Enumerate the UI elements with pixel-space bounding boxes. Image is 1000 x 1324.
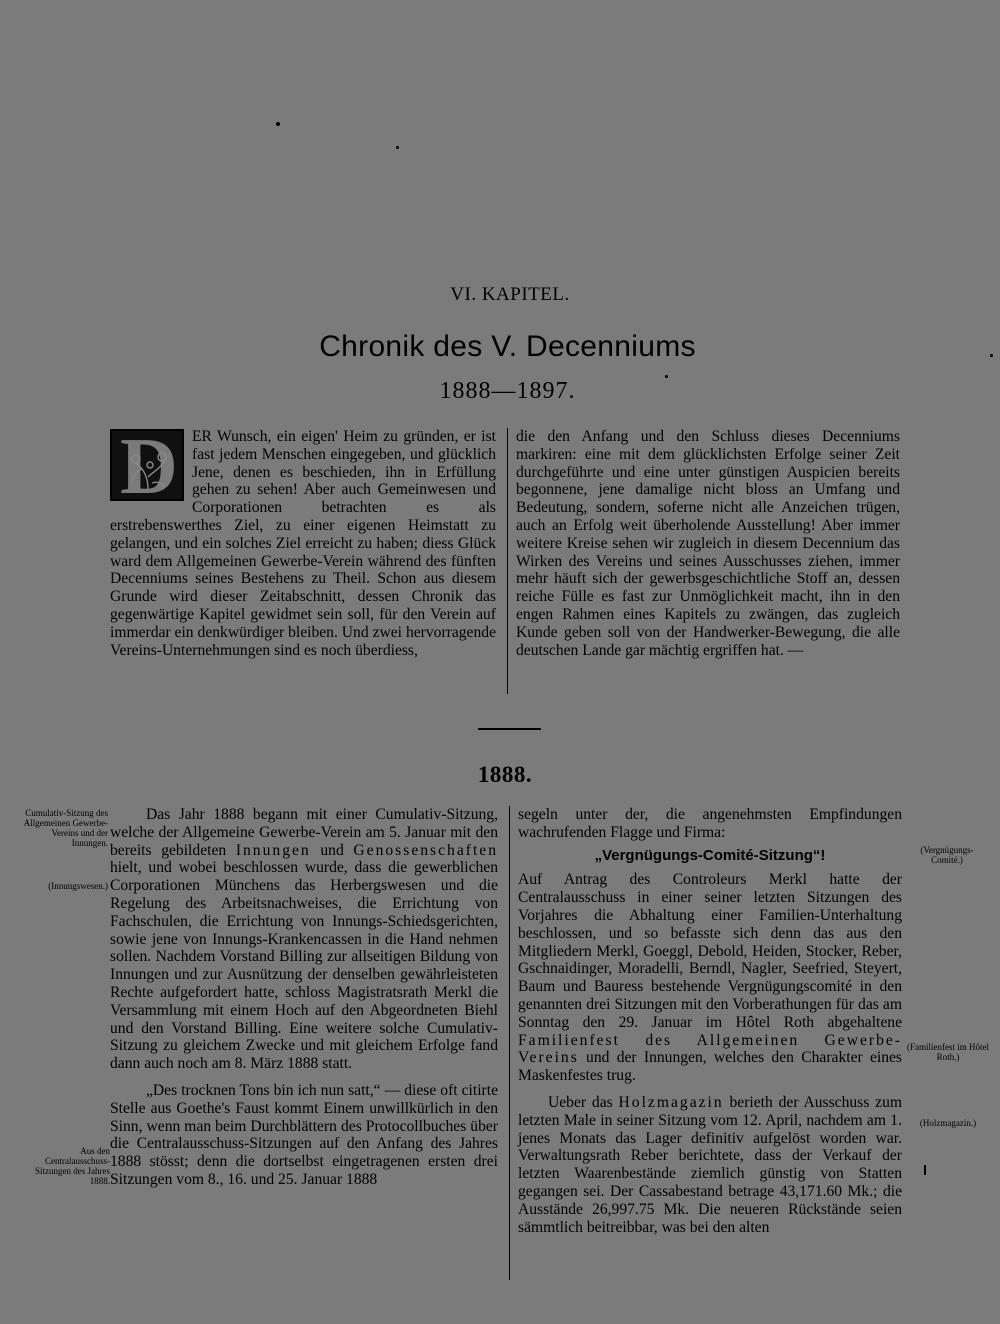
scan-speck xyxy=(276,122,280,126)
scan-speck xyxy=(396,146,399,149)
intro-paragraph-right: die den Anfang und den Schluss dieses Decenniums markiren: eine mit dem glücklichsten Erfolge seiner Zeit durchgeführte und eine unter günstigen Auspicien bereits begonnene, jene damalige nicht bloss an Umfang und Bedeutung, sondern, soferne nicht alle Anzeichen trügen, auch an Erfolg weit überholende Ausstellung! Aber immer weitere Kreise sehen wir zugleich in diesem Decennium das Wirken des Vereins und seines Ausschusses ziehen, immer mehr häuft sich der gewerbsgeschichtliche Stoff an, dessen reiche Fülle es fast zur Unmöglichkeit macht, ihn in den engen Rahmen eines Kapitels zu zwängen, das zugleich Kunde geben soll von der Handwerker-Bewegung, die alle deutschen Lande gar mächtig ergriffen hat. — xyxy=(516,428,900,659)
chapter-years: 1888—1897. xyxy=(439,378,576,404)
paragraph-faust-quote: „Des trocknen Tons bin ich nun satt,“ — diese oft citirte Stelle aus Goethe's Faust kommt Einem unwillkürlich in den Sinn, wenn man beim Durchblättern des Protocollbuches über die Centralausschuss-Sitzungen auf den Anfang des Jahres 1888 stösst; denn die dortselbst eingetragenen ersten drei Sitzungen vom 8., 16. und 25. Januar 1888 xyxy=(110,1081,498,1188)
chapter-label: VI. KAPITEL. xyxy=(450,284,570,305)
chapter-title: Chronik des V. Decenniums xyxy=(319,330,696,363)
emphasis-familienfest: Familienfest des Allgemeinen Gewerbe-Vereins xyxy=(518,1031,902,1067)
year-heading: 1888. xyxy=(477,762,533,787)
paragraph-familienfest: Auf Antrag des Controleurs Merkl hatte der Centralausschuss in einer seiner letzten Sitzungen des Vorjahres die Abhaltung einer Familien-Unterhaltung beschlossen, und so befasste sich denn das aus den Mitgliedern Merkl, Goeggl, Debold, Heiden, Stocker, Reber, Gschnaidinger, Moradelli, Berndl, Nagler, Seefried, Steyert, Baum und Bauress bestehende Vergnügungscomité in den genannten drei Sitzungen mit den Vorberathungen für das am Sonntag den 29. Januar im Hôtel Roth abgehaltene Familienfest des Allgemeinen Gewerbe-Vereins und der Innungen, welches den Charakter eines Maskenfestes trug. xyxy=(518,871,902,1085)
scan-speck xyxy=(924,1165,926,1175)
paragraph-continuation: segeln unter der, die angenehmsten Empfindungen wachrufenden Flagge und Firma: xyxy=(518,806,902,841)
margin-note-vergnuegung: (Vergnügungs-Comité.) xyxy=(920,845,974,865)
column-divider xyxy=(507,428,508,694)
intro-left-column xyxy=(110,428,496,659)
column-divider xyxy=(509,806,510,1280)
margin-note-familienfest: (Familienfest im Hôtel Roth.) xyxy=(907,1042,989,1062)
body-left-column xyxy=(110,806,498,1189)
dropcap-letter: D xyxy=(120,429,178,501)
paragraph-cumulativ: Das Jahr 1888 begann mit einer Cumulativ-Sitzung, welche der Allgemeine Gewerbe-Verein am 5. Januar mit den bereits gebildeten Innungen und Genossenschaften hielt, und wobei beschlossen wurde, dass die gewerblichen Corporationen Münchens das Herbergswesen und die Regelung des Arbeitsnachweises, die Errichtung von Fachschulen, die Errichtung von Innungs-Schiedsgerichten, sowie jene von Innungs-Krankencassen in die Hand nehmen sollen. Nachdem Vorstand Billing zur allseitigen Bildung von Innungen und zur Ausnützung der denselben gewährleisteten Rechte aufgefordert hatte, schloss Magistratsrath Merkl die Versammlung mit einem Hoch auf den Abgeordneten Biehl und den Vorstand Billing. Eine weitere solche Cumulativ-Sitzung zu gleichem Zwecke und mit gleichem Erfolge fand dann auch noch am 8. März 1888 statt. xyxy=(110,806,498,1073)
emphasis-genossenschaften: Genossenschaften xyxy=(353,841,498,859)
paragraph-holzmagazin: Ueber das Holzmagazin berieth der Ausschuss zum letzten Male in seiner Sitzung vom 12. April, nachdem am 1. jenes Monats das Lager definitiv aufgelöst worden war. Verwaltungsrath Reber berichtete, dass der Verkauf der letzten Waarenbestände ziemlich günstig von Statten gegangen sei. Der Cassabestand betrage 43,171.60 Mk.; die Ausstände 26,997.75 Mk. Die neueren Rückstände seien sämmtlich beitreibbar, was bei den alten xyxy=(518,1093,902,1236)
floral-ornament-icon xyxy=(126,447,170,491)
margin-note-cumulativ: Cumulativ-Sitzung des Allgemeinen Gewerbe-Vereins und der Innungen. xyxy=(23,808,108,848)
vergnuegung-heading: „Vergnügungs-Comité-Sitzung“! xyxy=(594,846,826,864)
body-right-column xyxy=(518,806,902,1236)
emphasis-holzmagazin: Holzmagazin xyxy=(618,1093,724,1111)
intro-paragraph-left: ER Wunsch, ein eigen' Heim zu gründen, er ist fast jedem Menschen eingegeben, und glücklich Jene, denen es beschieden, ihn in Erfüllung gehen zu sehen! Aber auch Gemeinwesen und Corporationen betrachten es als erstrebenswerthes Ziel, zu einer eigenen Heimstatt zu gelangen, und ein solches Ziel erreicht zu haben; diess Glück ward dem Allgemeinen Gewerbe-Verein während des fünften Decenniums seines Bestehens zu Theil. Schon aus diesem Grunde wird dieser Zeitabschnitt, dessen Chronik das gegenwärtige Kapitel gewidmet sein soll, für den Verein auf immerdar ein denkwürdiger bleiben. Und zwei hervorragende Vereins-Unternehmungen sind es noch überdiess, xyxy=(110,428,496,659)
margin-note-holzmagazin: (Holzmagazin.) xyxy=(919,1118,977,1128)
margin-note-innungswesen: (Innungswesen.) xyxy=(48,881,108,891)
intro-right-column xyxy=(516,428,900,659)
dropcap xyxy=(110,429,184,501)
margin-note-centralausschuss: Aus den Centralausschuss-Sitzungen des Jahres 1888. xyxy=(35,1146,110,1186)
section-divider xyxy=(478,728,541,730)
emphasis-innungen: Innungen xyxy=(235,841,311,859)
